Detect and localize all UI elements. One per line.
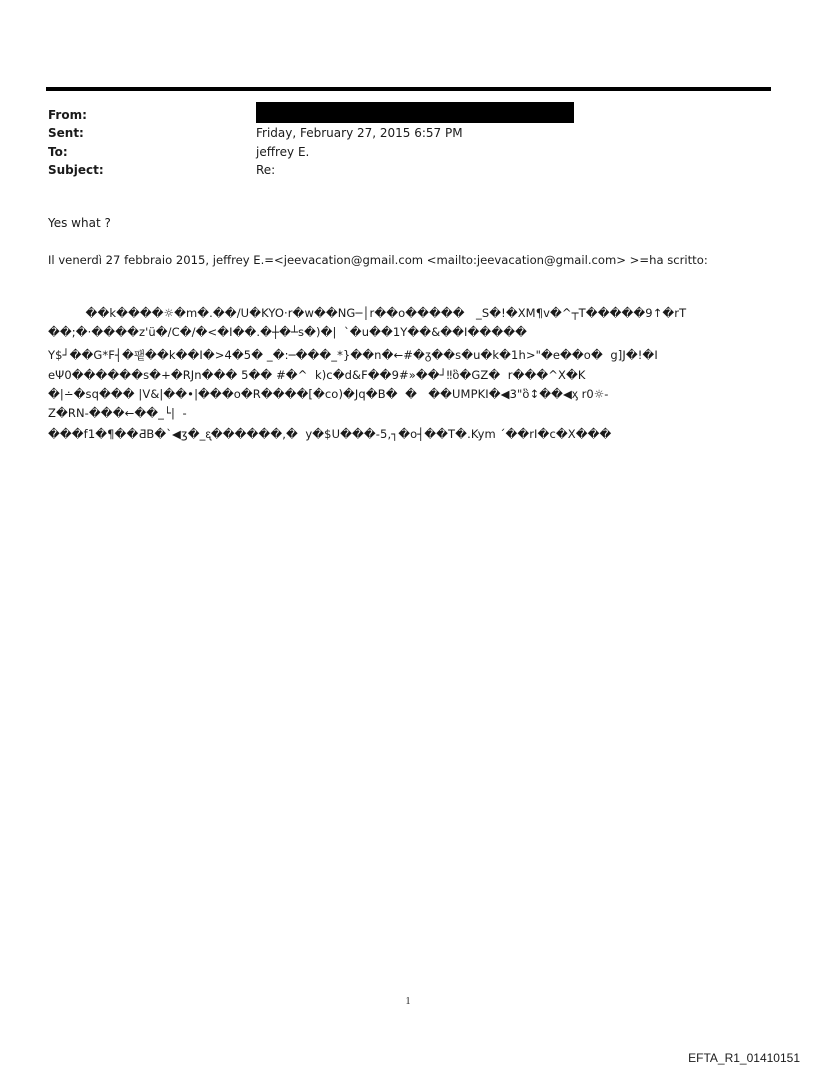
garbled-line-7: ���f1�¶��ƋB�`◀ʒ�_ᶓ������,� y�$U���-5,┐�o┤��T�.Kym ´��rI�c�X��� (48, 427, 612, 441)
to-value: jeffrey E. (256, 145, 310, 159)
reply-text: Yes what ? (48, 216, 111, 230)
page-number: 1 (405, 996, 411, 1007)
sent-value: Friday, February 27, 2015 6:57 PM (256, 126, 463, 140)
garbled-line-1: ��k����☼�m�.��/U�KYO·r�w��NG─│r��o����� _S�!�XM¶v�^┬T�����9↑�rT (48, 306, 687, 320)
redacted-sender-block (256, 102, 574, 123)
subject-value: Re: (256, 163, 276, 177)
to-label: To: (48, 145, 68, 159)
quoted-intro: Il venerdì 27 febbraio 2015, jeffrey E.=<jeevacation@gmail.com <mailto:jeevacation@gmail.com> >=ha scritto: (48, 253, 708, 267)
sent-label: Sent: (48, 126, 84, 140)
from-label: From: (48, 108, 87, 122)
garbled-line-6: Z�RN-���←��_└| - (48, 406, 187, 420)
garbled-line-5: �|∸�sq��� |V&|��•|���o�R����[�co)�Jq�B� � ��UMPKI�◀3"ὃ↕��◀ᶍ r0☼- (48, 387, 609, 401)
header-divider (46, 87, 771, 91)
subject-label: Subject: (48, 163, 104, 177)
garbled-line-3: Y$┘��G*F┤�퍁��k��I�>4�5� _�:─���_*}��n�←#�ᵹ��s�u�k�1h>"�e��o� g]J�!�I (48, 348, 658, 362)
bates-number: EFTA_R1_01410151 (688, 1051, 800, 1065)
garbled-line-2: ��;�·����z'ü�/C�/�<�I��.�┼�┴s�)�| `�u��1Y��&��I����� (48, 325, 527, 339)
garbled-line-4: eΨ0������s�+�RJn��� 5�� #�^ k)c�d&F��9#»��┘‼ὃ�GZ� r���^X�K (48, 368, 586, 382)
